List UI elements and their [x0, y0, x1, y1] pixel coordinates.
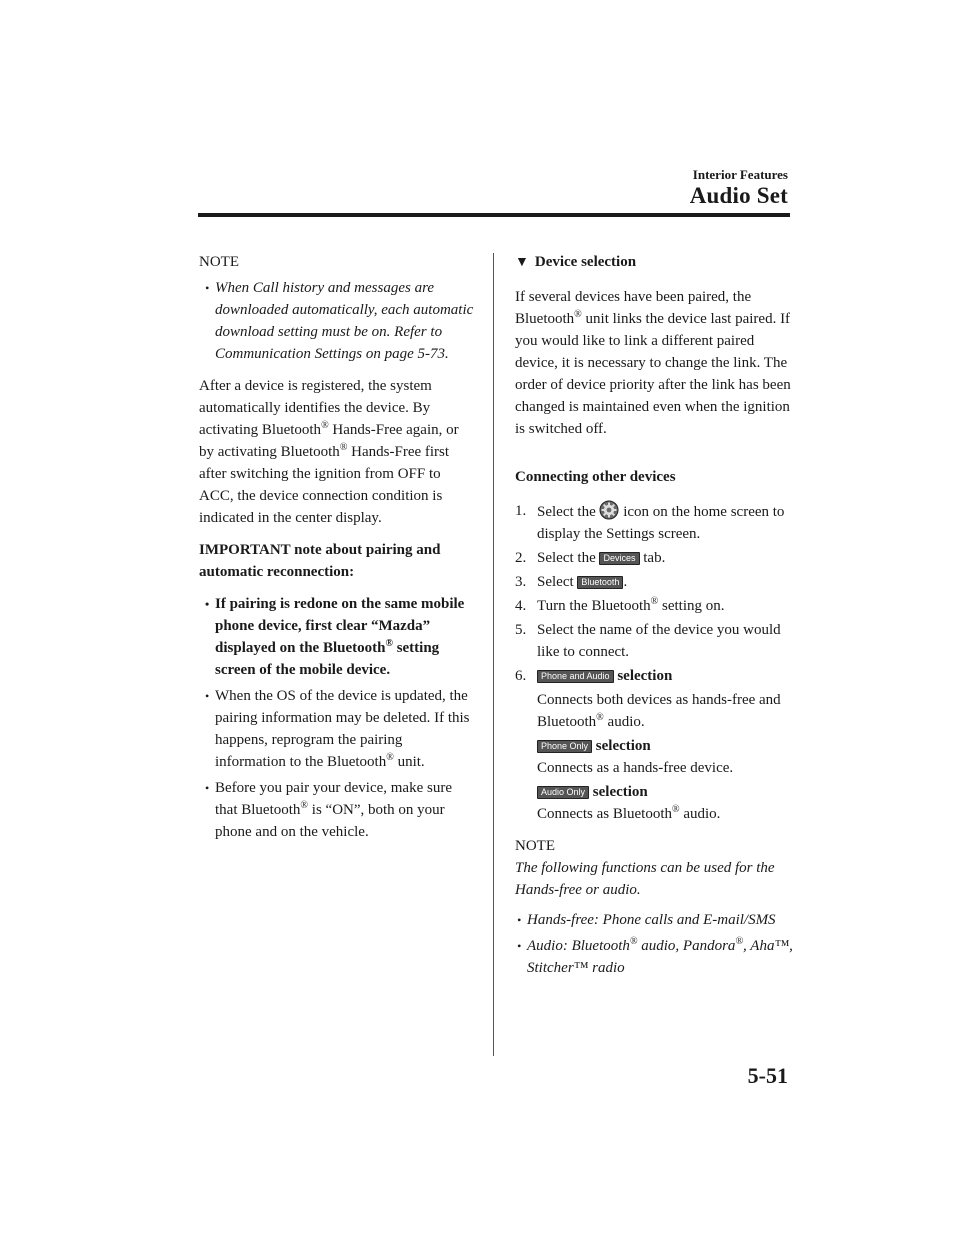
section-label: Interior Features: [692, 167, 788, 182]
important-bullet-3: • Before you pair your device, make sure that Bluetooth® is “ON”, both on your phone and on the vehicle.: [205, 780, 452, 840]
header-rule: [198, 213, 790, 217]
right-column: [515, 251, 795, 983]
left-column: [199, 251, 474, 847]
triangle-down-icon: ▼: [515, 255, 529, 270]
important-bullet-1: • If pairing is redone on the same mobile phone device, first clear “Mazda” displayed on the Bluetooth® setting screen of the mobile device.: [205, 596, 465, 678]
note-bullet-2: • Audio: Bluetooth® audio, Pandora®, Aha™, Stitcher™ radio: [517, 936, 793, 976]
note-bullet: • When Call history and messages are downloaded automatically, each automatic download setting must be on. Refer to Communication Settings on page 5-73.: [203, 277, 474, 365]
option-1-description: Connects both devices as hands-free and Bluetooth® audio.: [537, 692, 781, 730]
phone-only-button[interactable]: Phone Only: [537, 740, 592, 753]
bluetooth-button[interactable]: Bluetooth: [577, 576, 623, 589]
important-heading: IMPORTANT note about pairing and automatic reconnection:: [199, 542, 441, 580]
devices-tab-button[interactable]: Devices: [599, 552, 639, 565]
note-bullet-1: • Hands-free: Phone calls and E-mail/SMS: [517, 912, 776, 928]
audio-only-button[interactable]: Audio Only: [537, 786, 589, 799]
phone-and-audio-button[interactable]: Phone and Audio: [537, 670, 614, 683]
page-number: 5-51: [747, 1063, 788, 1088]
option-2: Phone Only selection: [515, 735, 795, 757]
step-5: 5. Select the name of the device you would like to connect.: [515, 622, 781, 660]
device-selection-heading: ▼ Device selection: [515, 254, 637, 270]
bullet-dot: •: [205, 281, 210, 295]
connecting-heading: Connecting other devices: [515, 469, 676, 485]
step-6: 6. Phone and Audio selection: [515, 668, 673, 684]
option-3: Audio Only selection: [515, 781, 795, 803]
device-selection-paragraph: If several devices have been paired, the Bluetooth® unit links the device last paired. If you would like to link a different paired device, it is necessary to change the link. The order of device priority after the link has been changed is maintained even when the ignition is switched off.: [515, 289, 791, 437]
step-1: 1. Select the icon on the home screen to display the Settings screen.: [515, 500, 795, 545]
step-3: 3. Select Bluetooth .: [515, 574, 628, 590]
note-text: The following functions can be used for the Hands-free or audio.: [515, 860, 775, 898]
note-label-right: NOTE: [515, 838, 555, 854]
important-bullet-2: • When the OS of the device is updated, the pairing information may be deleted. If this happens, reprogram the pairing information to the Bluetooth® unit.: [205, 688, 470, 770]
option-3-description: Connects as Bluetooth® audio.: [537, 804, 721, 822]
step-4: 4. Turn the Bluetooth® setting on.: [515, 596, 725, 614]
note-label: NOTE: [199, 254, 239, 270]
option-2-description: Connects as a hands-free device.: [537, 760, 734, 776]
step-2: 2. Select the Devices tab.: [515, 550, 666, 566]
paragraph-registered: After a device is registered, the system automatically identifies the device. By activating Bluetooth® Hands-Free again, or by activating Bluetooth® Hands-Free first after switching the ignition from OFF to ACC, the device connection condition is indicated in the center display.: [199, 378, 459, 526]
column-divider: [493, 253, 494, 1056]
settings-gear-icon: [599, 500, 619, 520]
page-title: Audio Set: [689, 183, 788, 208]
